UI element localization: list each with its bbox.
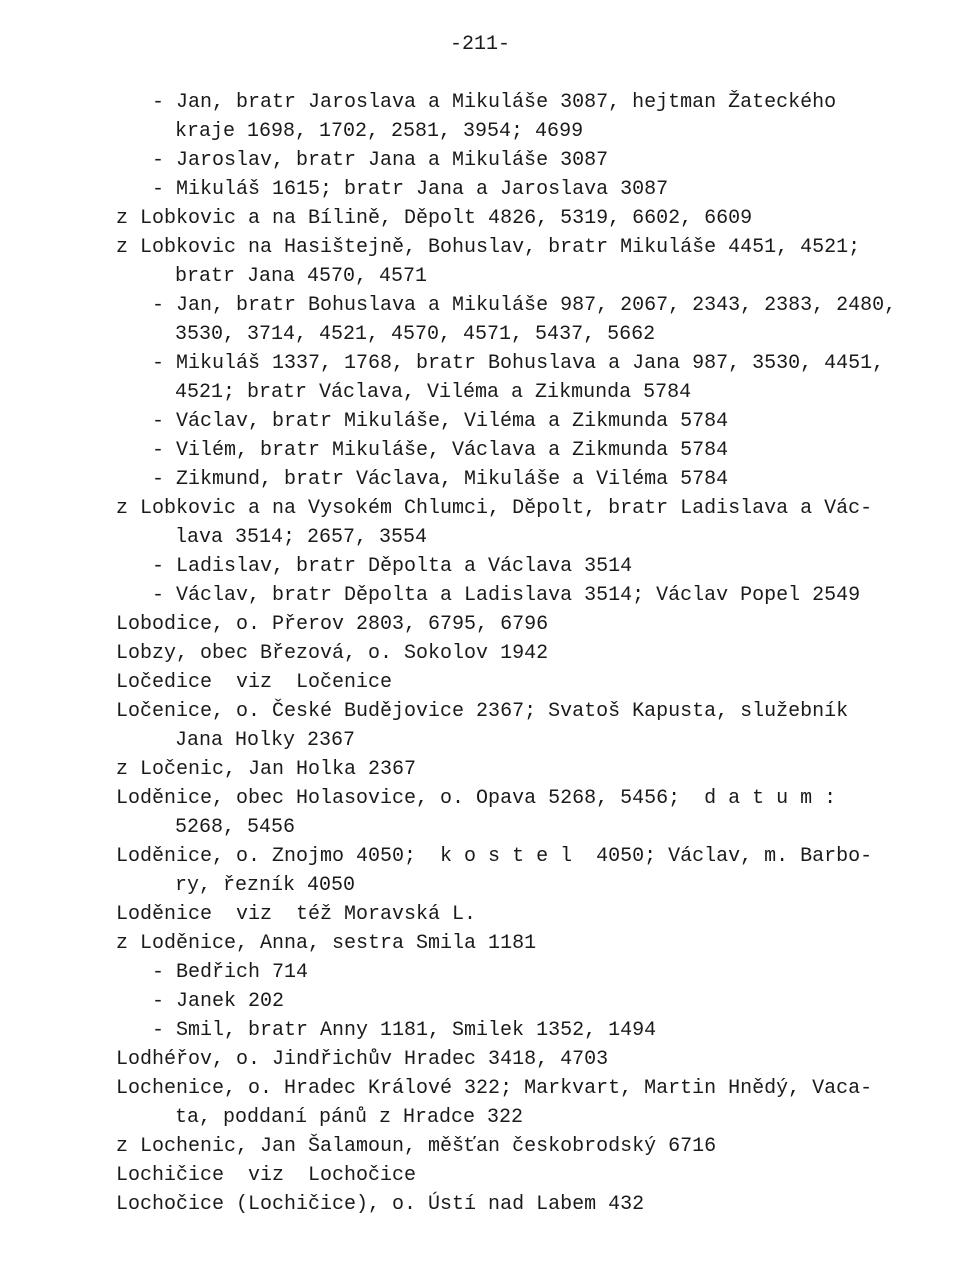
index-line: Lobzy, obec Březová, o. Sokolov 1942 bbox=[116, 642, 549, 665]
index-line: - Václav, bratr Děpolta a Ladislava 3514; Václav Popel 2549 bbox=[152, 584, 861, 607]
index-line: Jana Holky 2367 bbox=[175, 729, 356, 752]
index-line: 4521; bratr Václava, Viléma a Zikmunda 5784 bbox=[175, 381, 692, 404]
index-line: - Smil, bratr Anny 1181, Smilek 1352, 1494 bbox=[152, 1019, 657, 1042]
index-line: Ločedice viz Ločenice bbox=[116, 671, 393, 694]
index-line: z Ločenic, Jan Holka 2367 bbox=[116, 758, 417, 781]
index-line: Ločenice, o. České Budějovice 2367; Svatoš Kapusta, služebník bbox=[116, 700, 849, 723]
index-line: - Mikuláš 1615; bratr Jana a Jaroslava 3087 bbox=[152, 178, 669, 201]
index-line: ta, poddaní pánů z Hradce 322 bbox=[175, 1106, 524, 1129]
index-line: Loděnice viz též Moravská L. bbox=[116, 903, 477, 926]
index-line: lava 3514; 2657, 3554 bbox=[175, 526, 428, 549]
index-line: - Jaroslav, bratr Jana a Mikuláše 3087 bbox=[152, 149, 609, 172]
index-line: - Janek 202 bbox=[152, 990, 285, 1013]
index-line: Lochočice (Lochičice), o. Ústí nad Labem 432 bbox=[116, 1193, 645, 1216]
index-line: - Mikuláš 1337, 1768, bratr Bohuslava a Jana 987, 3530, 4451, bbox=[152, 352, 885, 375]
index-line: z Lobkovic a na Bílině, Děpolt 4826, 5319, 6602, 6609 bbox=[116, 207, 753, 230]
index-line: - Ladislav, bratr Děpolta a Václava 3514 bbox=[152, 555, 633, 578]
index-line: - Bedřich 714 bbox=[152, 961, 309, 984]
index-line: Lobodice, o. Přerov 2803, 6795, 6796 bbox=[116, 613, 549, 636]
index-line: z Lobkovic a na Vysokém Chlumci, Děpolt, bratr Ladislava a Vác- bbox=[116, 497, 873, 520]
index-line: 3530, 3714, 4521, 4570, 4571, 5437, 5662 bbox=[175, 323, 656, 346]
index-line: bratr Jana 4570, 4571 bbox=[175, 265, 428, 288]
index-line: - Vilém, bratr Mikuláše, Václava a Zikmunda 5784 bbox=[152, 439, 729, 462]
index-line: - Jan, bratr Bohuslava a Mikuláše 987, 2067, 2343, 2383, 2480, bbox=[152, 294, 897, 317]
index-line: Loděnice, obec Holasovice, o. Opava 5268, 5456; d a t u m : bbox=[116, 787, 837, 810]
index-line: z Lobkovic na Hasištejně, Bohuslav, bratr Mikuláše 4451, 4521; bbox=[116, 236, 861, 259]
index-line: 5268, 5456 bbox=[175, 816, 296, 839]
index-line: Loděnice, o. Znojmo 4050; k o s t e l 4050; Václav, m. Barbo- bbox=[116, 845, 873, 868]
index-line: kraje 1698, 1702, 2581, 3954; 4699 bbox=[175, 120, 584, 143]
index-line: - Václav, bratr Mikuláše, Viléma a Zikmunda 5784 bbox=[152, 410, 729, 433]
index-line: Lochičice viz Lochočice bbox=[116, 1164, 417, 1187]
index-line: - Jan, bratr Jaroslava a Mikuláše 3087, hejtman Žateckého bbox=[152, 91, 837, 114]
page-number: -211- bbox=[449, 33, 510, 56]
index-line: z Loděnice, Anna, sestra Smila 1181 bbox=[116, 932, 537, 955]
index-line: - Zikmund, bratr Václava, Mikuláše a Viléma 5784 bbox=[152, 468, 729, 491]
index-line: ry, řezník 4050 bbox=[175, 874, 356, 897]
index-line: Lodhéřov, o. Jindřichův Hradec 3418, 4703 bbox=[116, 1048, 609, 1071]
index-line: Lochenice, o. Hradec Králové 322; Markvart, Martin Hnědý, Vaca- bbox=[116, 1077, 873, 1100]
index-line: z Lochenic, Jan Šalamoun, měšťan českobrodský 6716 bbox=[116, 1135, 717, 1158]
